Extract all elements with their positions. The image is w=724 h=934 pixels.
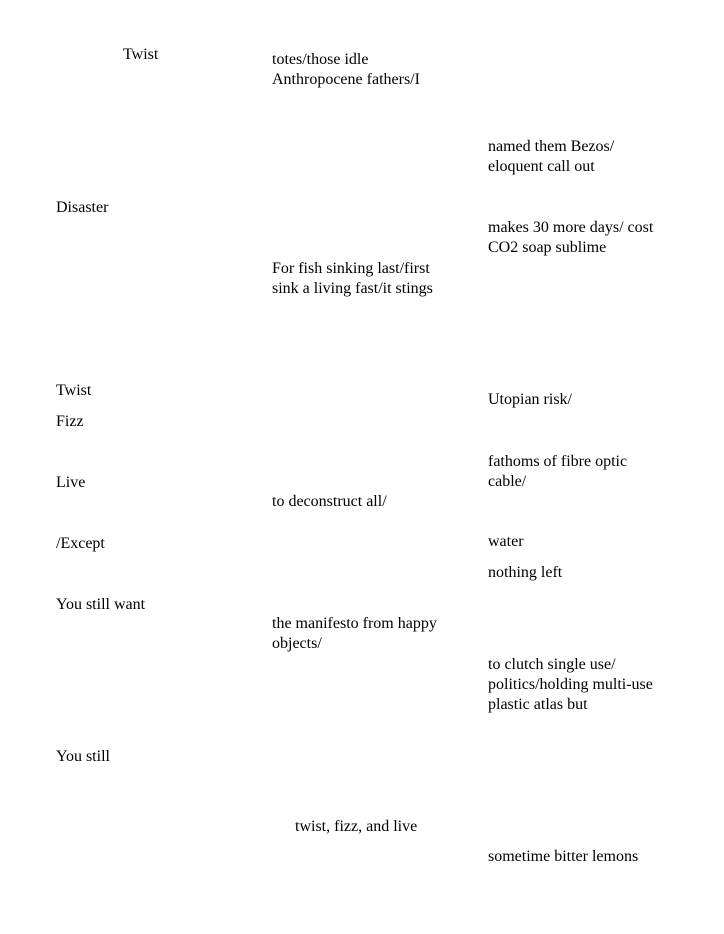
text-line: sink a living fast/it stings	[272, 280, 433, 297]
fragment-fibre	[488, 452, 627, 492]
text-line: makes 30 more days/ cost	[488, 219, 654, 236]
text-line: eloquent call out	[488, 158, 595, 175]
fragment-totes	[272, 50, 420, 90]
text-line: CO2 soap sublime	[488, 239, 607, 256]
text-line: politics/holding multi-use	[488, 676, 653, 693]
fragment-clutch	[488, 655, 653, 715]
fragment-you-still: You still	[56, 748, 110, 765]
fragment-utopian: Utopian risk/	[488, 391, 572, 408]
fragment-you-still-want: You still want	[56, 596, 146, 613]
text-line: fathoms of fibre optic	[488, 453, 628, 470]
text-line: Anthropocene fathers/I	[272, 71, 420, 88]
text-line: plastic atlas but	[488, 696, 588, 713]
fragment-twist: Twist	[56, 382, 92, 399]
fragment-lemons: sometime bitter lemons	[488, 848, 639, 865]
fragment-live: Live	[56, 474, 86, 491]
text-line: totes/those idle	[272, 51, 369, 68]
text-line: For fish sinking last/first	[272, 260, 430, 277]
fragment-twist-top: Twist	[123, 46, 159, 63]
text-line: the manifesto from happy	[272, 615, 437, 632]
fragment-disaster: Disaster	[56, 199, 109, 216]
fragment-bezos	[488, 137, 614, 177]
fragment-days	[488, 218, 653, 258]
fragment-deconstruct: to deconstruct all/	[272, 493, 387, 510]
text-line: named them Bezos/	[488, 138, 615, 155]
text-line: to clutch single use/	[488, 656, 616, 673]
fragment-water: water	[488, 533, 524, 550]
fragment-twist-fizz-live: twist, fizz, and live	[295, 818, 418, 835]
fragment-fizz: Fizz	[56, 413, 84, 430]
fragment-nothing-left: nothing left	[488, 564, 563, 581]
text-line: objects/	[272, 635, 322, 652]
fragment-manifesto	[272, 614, 437, 654]
fragment-fish	[272, 259, 433, 299]
text-line: cable/	[488, 473, 527, 490]
fragment-except: /Except	[56, 535, 105, 552]
